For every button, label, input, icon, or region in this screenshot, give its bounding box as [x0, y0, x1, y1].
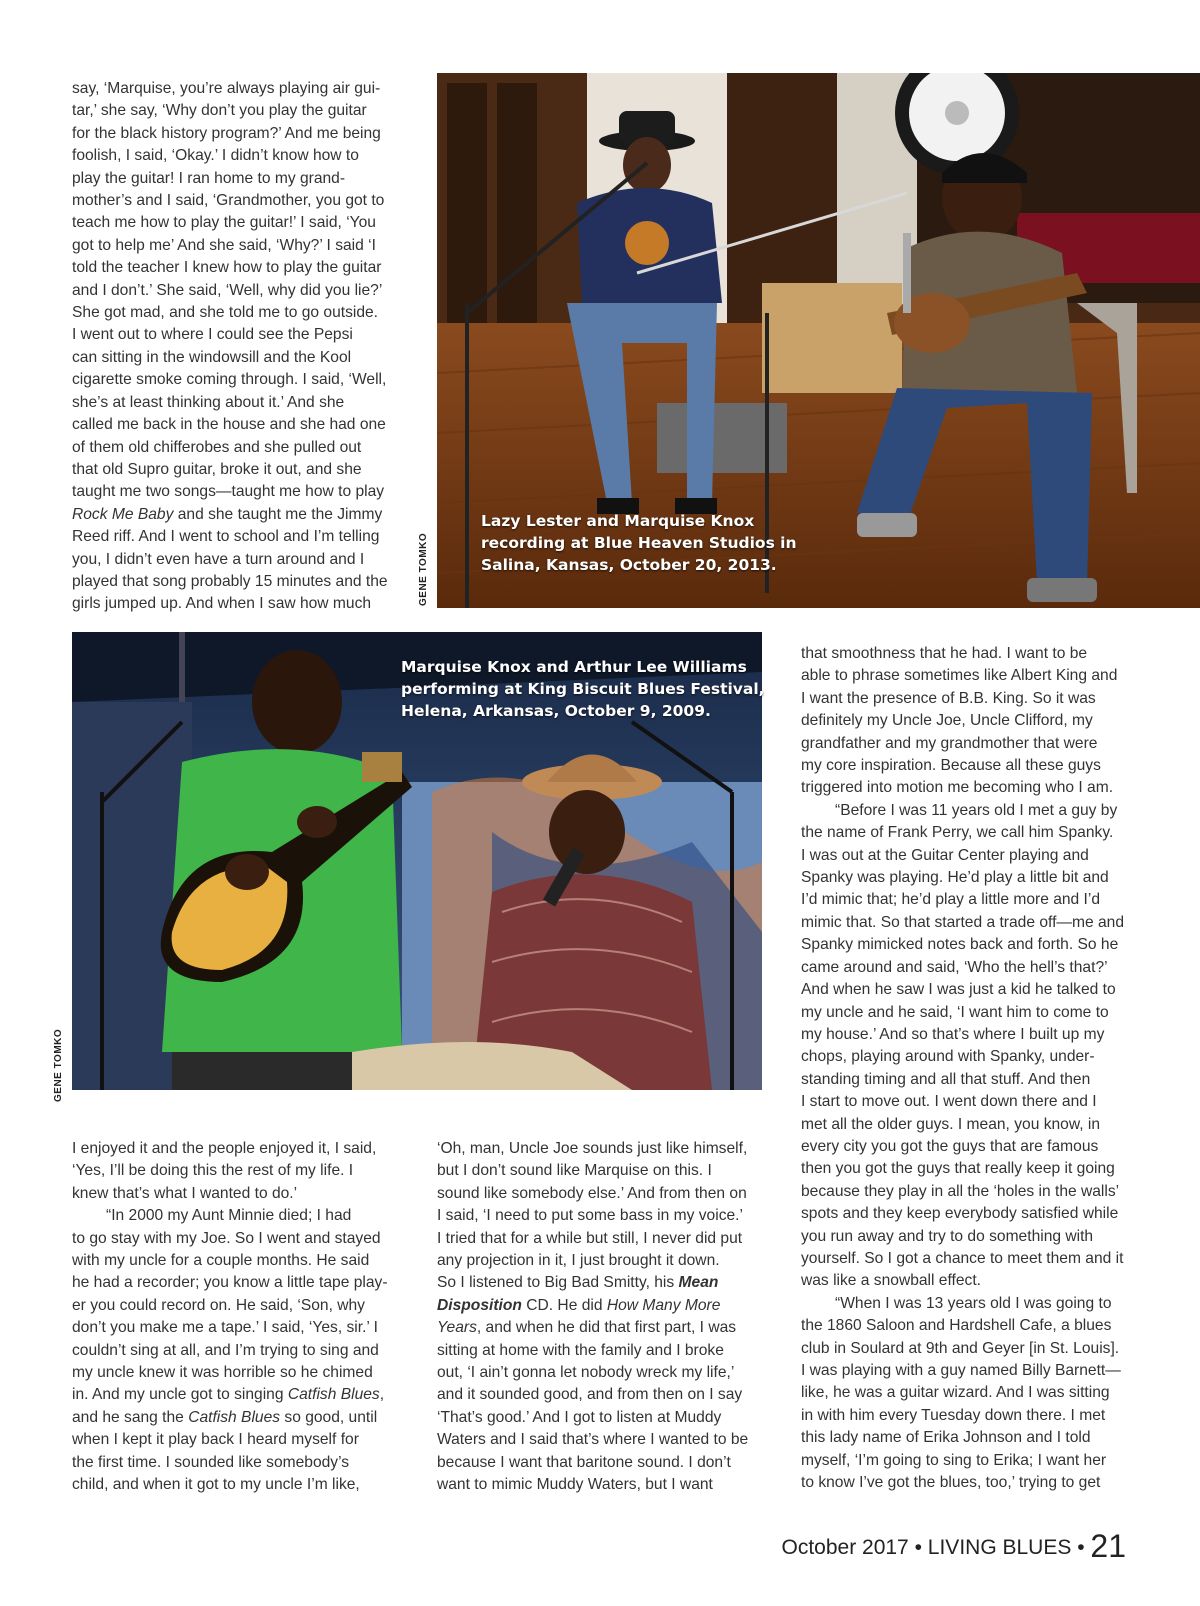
photo-credit-middle: GENE TOMKO	[53, 1028, 64, 1102]
text-line: Spanky mimicked notes back and forth. So he	[801, 936, 1119, 954]
text-line: Waters and I said that’s where I wanted to be	[437, 1431, 749, 1449]
text-line: myself, ‘I’m going to sing to Erika; I want her	[801, 1451, 1107, 1469]
text-line: girls jumped up. And when I saw how much	[72, 595, 372, 613]
text-line: the first time. I sounded like somebody’s	[72, 1453, 350, 1471]
text-line: and he sang the Catfish Blues so good, until	[72, 1408, 378, 1426]
text-line: my house.’ And so that’s where I built up my	[801, 1025, 1105, 1043]
text-line: called me back in the house and she had one	[72, 416, 386, 434]
magazine-title: LIVING BLUES	[927, 1536, 1072, 1559]
text-line: foolish, I said, ‘Okay.’ I didn’t know how to	[72, 147, 359, 165]
text-line: told the teacher I knew how to play the guitar	[72, 259, 382, 277]
text-line: I went out to where I could see the Pepsi	[72, 326, 353, 344]
text-line: was like a snowball effect.	[801, 1272, 981, 1290]
text-line: this lady name of Erika Johnson and I told	[801, 1429, 1091, 1447]
text-line: Reed riff. And I went to school and I’m telling	[72, 528, 380, 546]
text-line: because I want that baritone sound. I don’t	[437, 1453, 731, 1471]
text-line: And when he saw I was just a kid he talked to	[801, 981, 1116, 999]
text-line: Years, and when he did that first part, I was	[437, 1319, 737, 1337]
caption-line: recording at Blue Heaven Studios in	[481, 534, 797, 552]
text-line: can sitting in the windowsill and the Kool	[72, 348, 352, 366]
text-line: and it sounded good, and from then on I say	[437, 1386, 743, 1404]
text-line: triggered into motion me becoming who I am.	[801, 779, 1114, 797]
text-line: chops, playing around with Spanky, under-	[801, 1048, 1095, 1066]
footer-bullet: •	[914, 1536, 922, 1559]
text-line: the 1860 Saloon and Hardshell Cafe, a blues	[801, 1317, 1112, 1335]
text-line: don’t you make me a tape.’ I said, ‘Yes, sir.’ I	[72, 1319, 378, 1337]
text-line: of them old chifferobes and she pulled out	[72, 438, 362, 456]
text-line: I want the presence of B.B. King. So it was	[801, 689, 1096, 707]
text-line: I start to move out. I went down there and I	[801, 1093, 1097, 1111]
text-line: sound like somebody else.’ And from then on	[437, 1184, 747, 1202]
column-bottom-left	[72, 1138, 402, 1497]
text-line: she’s at least thinking about it.’ And she	[72, 393, 345, 411]
text-line: I was out at the Guitar Center playing and	[801, 846, 1089, 864]
text-line: in. And my uncle got to singing Catfish Blues,	[72, 1386, 385, 1404]
text-line: then you got the guys that really keep it going	[801, 1160, 1115, 1178]
caption-line: Helena, Arkansas, October 9, 2009.	[401, 702, 711, 720]
text-line: ‘That’s good.’ And I got to listen at Muddy	[437, 1408, 722, 1426]
text-line: mimic that. So that started a trade off—me and	[801, 913, 1125, 931]
text-line: my uncle and he said, ‘I want him to come to	[801, 1003, 1109, 1021]
text-line: because they play in all the ‘holes in the walls’	[801, 1182, 1120, 1200]
text-line: Disposition CD. He did How Many More	[437, 1296, 721, 1314]
issue-date: October 2017	[781, 1536, 909, 1559]
photo-credit-top: GENE TOMKO	[418, 532, 429, 606]
text-line: club in Soulard at 9th and Geyer [in St. Louis].	[801, 1339, 1120, 1357]
column-top-left	[72, 78, 400, 616]
text-line: “Before I was 11 years old I met a guy by	[835, 801, 1118, 819]
caption-line: Marquise Knox and Arthur Lee Williams	[401, 658, 747, 676]
text-line: I tried that for a while but still, I never did put	[437, 1229, 743, 1247]
text-line: say, ‘Marquise, you’re always playing air gui-	[72, 80, 381, 97]
caption-line: Salina, Kansas, October 20, 2013.	[481, 556, 777, 574]
page-number: 21	[1090, 1528, 1126, 1564]
text-line: came around and said, ‘Who the hell’s that?’	[801, 958, 1108, 976]
text-line: So I listened to Big Bad Smitty, his Mean	[437, 1274, 719, 1292]
text-line: child, and when it got to my uncle I’m like,	[72, 1476, 360, 1494]
text-line: like, he was a guitar wizard. And I was sitting	[801, 1384, 1110, 1402]
text-line: you, I didn’t even have a turn around and I	[72, 550, 365, 568]
text-line: “In 2000 my Aunt Minnie died; I had	[106, 1207, 352, 1225]
text-line: definitely my Uncle Joe, Uncle Clifford, my	[801, 712, 1093, 730]
column-bottom-middle	[437, 1138, 767, 1497]
text-line: he had a recorder; you know a little tape play-	[72, 1274, 388, 1292]
text-line: I enjoyed it and the people enjoyed it, I said,	[72, 1140, 377, 1157]
text-line: any projection in it, I just brought it down.	[437, 1252, 720, 1270]
text-line: couldn’t sing at all, and I’m trying to sing and	[72, 1341, 379, 1359]
text-line: Spanky was playing. He’d play a little bit and	[801, 869, 1109, 887]
text-line: ‘Oh, man, Uncle Joe sounds just like himself,	[437, 1140, 748, 1157]
text-line: taught me two songs—taught me how to play	[72, 483, 385, 501]
text-line: mother’s and I said, ‘Grandmother, you got to	[72, 192, 385, 210]
text-line: able to phrase sometimes like Albert King and	[801, 667, 1118, 685]
text-line: teach me how to play the guitar!’ I said, ‘You	[72, 214, 376, 232]
text-line: She got mad, and she told me to go outside.	[72, 304, 379, 322]
text-line: tar,’ she say, ‘Why don’t you play the guitar	[72, 102, 367, 120]
text-line: every city you got the guys that are famous	[801, 1137, 1099, 1155]
text-line: my core inspiration. Because all these guys	[801, 757, 1101, 775]
text-line: yourself. So I got a chance to meet them and it	[801, 1249, 1124, 1267]
text-line: for the black history program?’ And me being	[72, 124, 381, 142]
text-line: my uncle knew it was horrible so he chimed	[72, 1364, 373, 1382]
text-line: I’d mimic that; he’d play a little more and I’d	[801, 891, 1101, 909]
column-right	[801, 643, 1131, 1494]
caption-line: performing at King Biscuit Blues Festival,	[401, 680, 765, 698]
text-line: cigarette smoke coming through. I said, ‘Well,	[72, 371, 387, 389]
text-line: Rock Me Baby and she taught me the Jimmy	[72, 505, 383, 523]
text-line: met all the older guys. I mean, you know, in	[801, 1115, 1101, 1133]
text-line: that smoothness that he had. I want to be	[801, 645, 1088, 662]
text-line: got to help me’ And she said, ‘Why?’ I said ‘I	[72, 236, 376, 254]
page-footer	[781, 1528, 1126, 1565]
footer-bullet: •	[1077, 1536, 1085, 1559]
text-line: that old Supro guitar, broke it out, and she	[72, 460, 362, 478]
text-line: I was playing with a guy named Billy Barnett—	[801, 1362, 1121, 1379]
text-line: you run away and try to do something with	[801, 1227, 1094, 1245]
text-line: when I kept it play back I heard myself for	[72, 1431, 359, 1449]
text-line: want to mimic Muddy Waters, but I want	[437, 1476, 713, 1494]
text-line: but I don’t sound like Marquise on this. I	[437, 1162, 712, 1180]
photo-caption-top	[481, 510, 797, 576]
text-line: in with him every Tuesday down there. I met	[801, 1406, 1106, 1424]
text-line: sitting at home with the family and I broke	[437, 1341, 724, 1359]
text-line: knew that’s what I wanted to do.’	[72, 1184, 298, 1202]
text-line: the name of Frank Perry, we call him Spanky.	[801, 824, 1114, 842]
text-line: to know I’ve got the blues, too,’ trying to get	[801, 1474, 1101, 1492]
text-line: ‘Yes, I’ll be doing this the rest of my life. I	[72, 1162, 354, 1180]
text-line: “When I was 13 years old I was going to	[835, 1294, 1112, 1312]
text-line: grandfather and my grandmother that were	[801, 734, 1098, 752]
text-line: er you could record on. He said, ‘Son, why	[72, 1296, 365, 1314]
text-line: played that song probably 15 minutes and the	[72, 572, 388, 590]
text-line: and I don’t.’ She said, ‘Well, why did you lie?’	[72, 281, 383, 299]
caption-line: Lazy Lester and Marquise Knox	[481, 512, 755, 530]
text-line: I said, ‘I need to put some bass in my voice.’	[437, 1207, 743, 1225]
text-line: out, ‘I ain’t gonna let nobody wreck my life,’	[437, 1364, 735, 1382]
text-line: to go stay with my Joe. So I went and stayed	[72, 1229, 381, 1247]
text-line: standing timing and all that stuff. And then	[801, 1070, 1091, 1088]
text-line: with my uncle for a couple months. He said	[72, 1252, 370, 1270]
text-line: play the guitar! I ran home to my grand-	[72, 169, 346, 187]
text-line: spots and they keep everybody satisfied while	[801, 1205, 1119, 1223]
photo-caption-middle	[401, 656, 765, 722]
